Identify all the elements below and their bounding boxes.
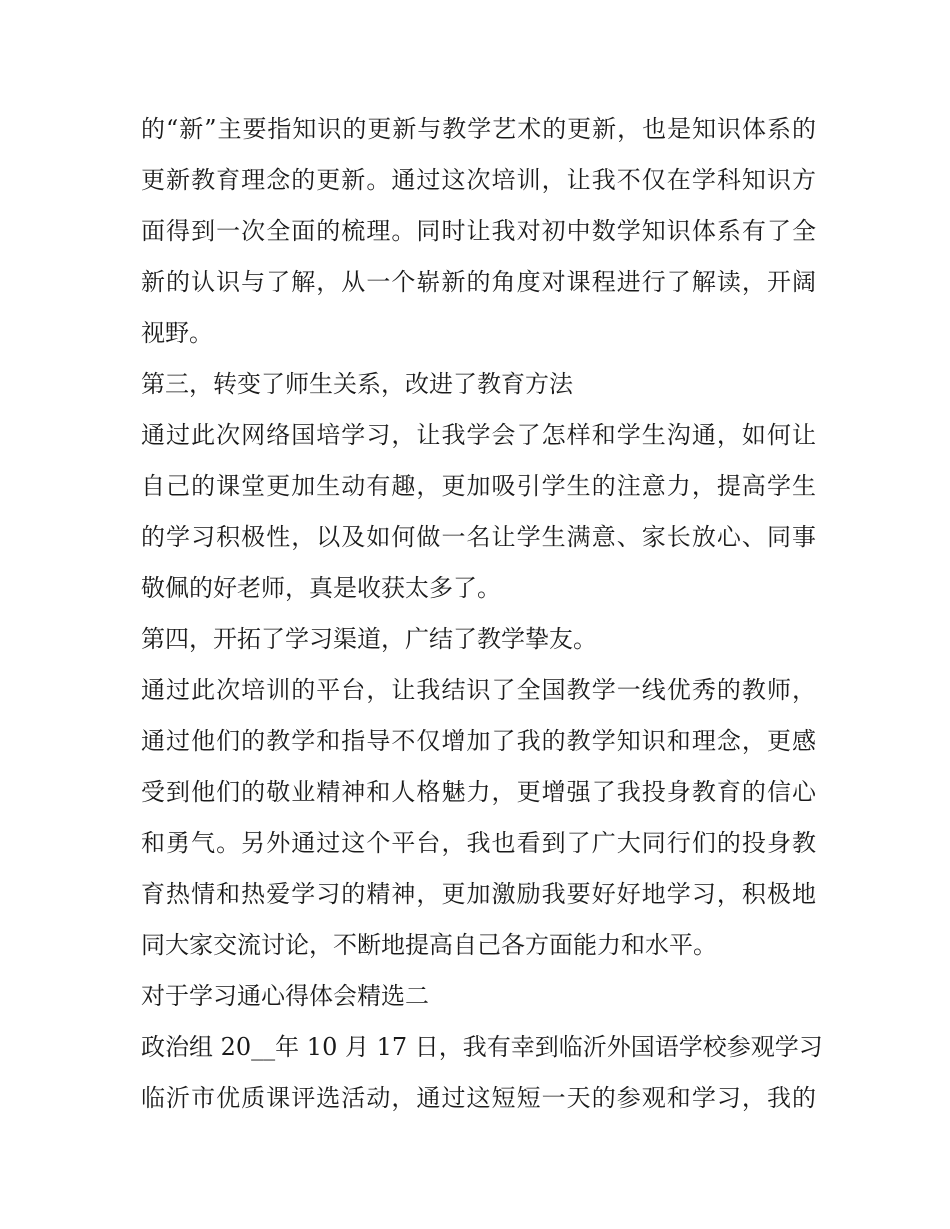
- document-body: [141, 104, 823, 1124]
- text-line: 政治组 20__年 10 月 17 日，我有幸到临沂外国语学校参观学习: [141, 1033, 823, 1061]
- text-line: 的“新”主要指知识的更新与教学艺术的更新，也是知识体系的: [141, 115, 816, 143]
- text-line: 更新教育理念的更新。通过这次培训，让我不仅在学科知识方: [141, 166, 816, 194]
- section-heading: 第四，开拓了学习渠道，广结了教学挚友。: [141, 625, 597, 653]
- text-line: 自己的课堂更加生动有趣，更加吸引学生的注意力，提高学生: [141, 472, 816, 500]
- text-line: 受到他们的敬业精神和人格魅力，更增强了我投身教育的信心: [141, 778, 816, 806]
- text-line: 的学习积极性，以及如何做一名让学生满意、家长放心、同事: [141, 523, 816, 551]
- text-line: 敬佩的好老师，真是收获太多了。: [141, 574, 501, 602]
- section-title: 对于学习通心得体会精选二: [141, 982, 429, 1010]
- text-line: 通过此次网络国培学习，让我学会了怎样和学生沟通，如何让: [141, 421, 816, 449]
- text-line: 视野。: [141, 319, 213, 347]
- text-line: 通过他们的教学和指导不仅增加了我的教学知识和理念，更感: [141, 727, 816, 755]
- text-line: 通过此次培训的平台，让我结识了全国教学一线优秀的教师，: [141, 676, 816, 704]
- text-line: 同大家交流讨论，不断地提高自己各方面能力和水平。: [141, 931, 717, 959]
- text-line: 育热情和热爱学习的精神，更加激励我要好好地学习，积极地: [141, 880, 816, 908]
- text-line: 新的认识与了解，从一个崭新的角度对课程进行了解读，开阔: [141, 268, 816, 296]
- text-line: 面得到一次全面的梳理。同时让我对初中数学知识体系有了全: [141, 217, 816, 245]
- text-line: 临沂市优质课评选活动，通过这短短一天的参观和学习，我的: [141, 1084, 816, 1112]
- section-heading: 第三，转变了师生关系，改进了教育方法: [141, 370, 573, 398]
- text-line: 和勇气。另外通过这个平台，我也看到了广大同行们的投身教: [141, 829, 816, 857]
